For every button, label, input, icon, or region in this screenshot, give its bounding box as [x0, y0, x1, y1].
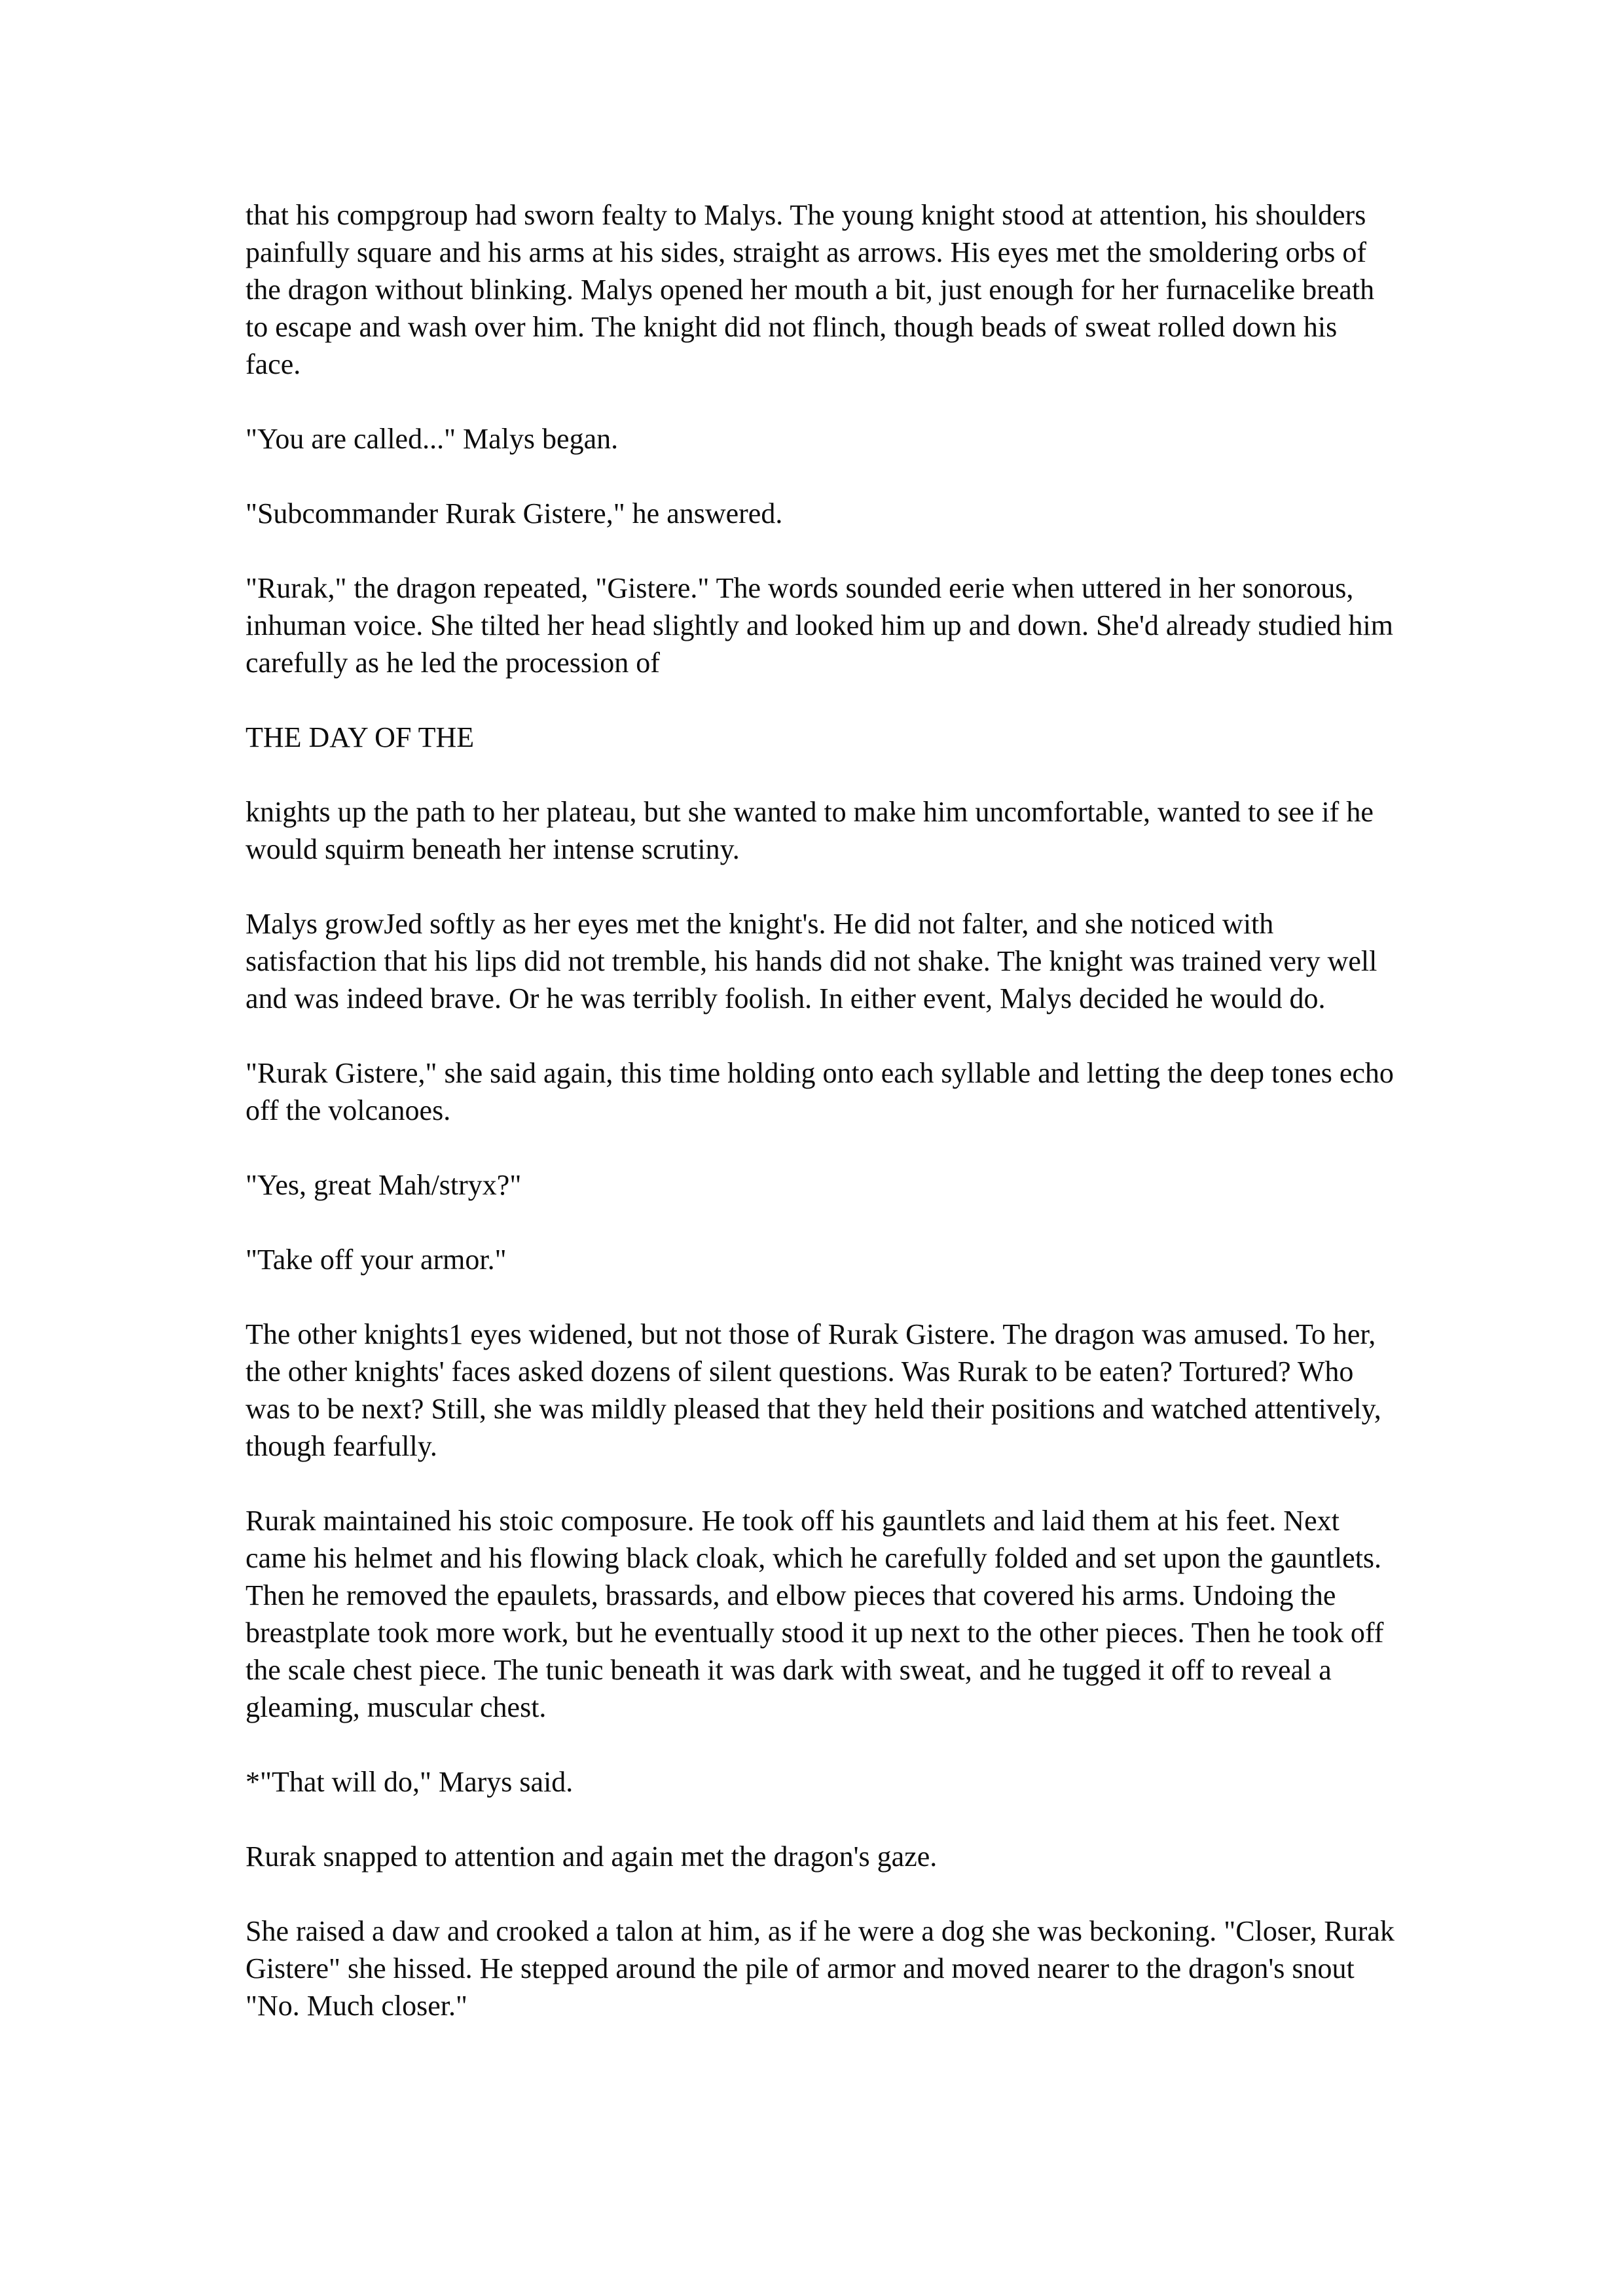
body-text [246, 196, 1398, 2024]
paragraph: "Take off your armor." [246, 1244, 507, 1276]
paragraph: The other knights1 eyes widened, but not those of Rurak Gistere. The dragon was amused. To her, the other knights' faces asked dozens of silent questions. Was Rurak to be eaten? Tortured? Who was to be next? Still, she was mildly pleased that they held their positions and watched attentively, though fearfully. [246, 1318, 1381, 1462]
paragraph: "Subcommander Rurak Gistere," he answered. [246, 497, 783, 529]
paragraph: Rurak snapped to attention and again met the dragon's gaze. [246, 1840, 938, 1873]
paragraph: that his compgroup had sworn fealty to Malys. The young knight stood at attention, his shoulders painfully square and his arms at his sides, straight as arrows. His eyes met the smoldering orbs of the dragon without blinking. Malys opened her mouth a bit, just enough for her furnacelike breath to escape and wash over him. The knight did not flinch, though beads of sweat rolled down his face. [246, 199, 1375, 380]
paragraph: *"That will do," Marys said. [246, 1766, 574, 1798]
running-header: THE DAY OF THE [246, 721, 475, 753]
paragraph: knights up the path to her plateau, but she wanted to make him uncomfortable, wanted to see if he would squirm beneath her intense scrutiny. [246, 796, 1374, 865]
paragraph: "Yes, great Mah/stryx?" [246, 1169, 522, 1201]
paragraph: Rurak maintained his stoic composure. He took off his gauntlets and laid them at his feet. Next came his helmet and his flowing black cloak, which he carefully folded and set upon the gauntlets. Then he removed the epaulets, brassards, and elbow pieces that covered his arms. Undoing the breastplate took more work, but he eventually stood it up next to the other pieces. Then he took off the scale chest piece. The tunic beneath it was dark with sweat, and he tugged it off to reveal a gleaming, muscular chest. [246, 1505, 1384, 1723]
paragraph: Malys growJed softly as her eyes met the knight's. He did not falter, and she noticed with satisfaction that his lips did not tremble, his hands did not shake. The knight was trained very well and was indeed brave. Or he was terribly foolish. In either event, Malys decided he would do. [246, 908, 1377, 1014]
paragraph: "Rurak Gistere," she said again, this time holding onto each syllable and letting the deep tones echo off the volcanoes. [246, 1057, 1394, 1126]
paragraph: "You are called..." Malys began. [246, 423, 619, 455]
paragraph: She raised a daw and crooked a talon at him, as if he were a dog she was beckoning. "Closer, Rurak Gistere" she hissed. He stepped around the pile of armor and moved nearer to the dragon's snout "No. Much closer." [246, 1915, 1395, 2022]
paragraph: "Rurak," the dragon repeated, "Gistere." The words sounded eerie when uttered in her sonorous, inhuman voice. She tilted her head slightly and looked him up and down. She'd already studied him carefully as he led the procession of [246, 572, 1393, 679]
